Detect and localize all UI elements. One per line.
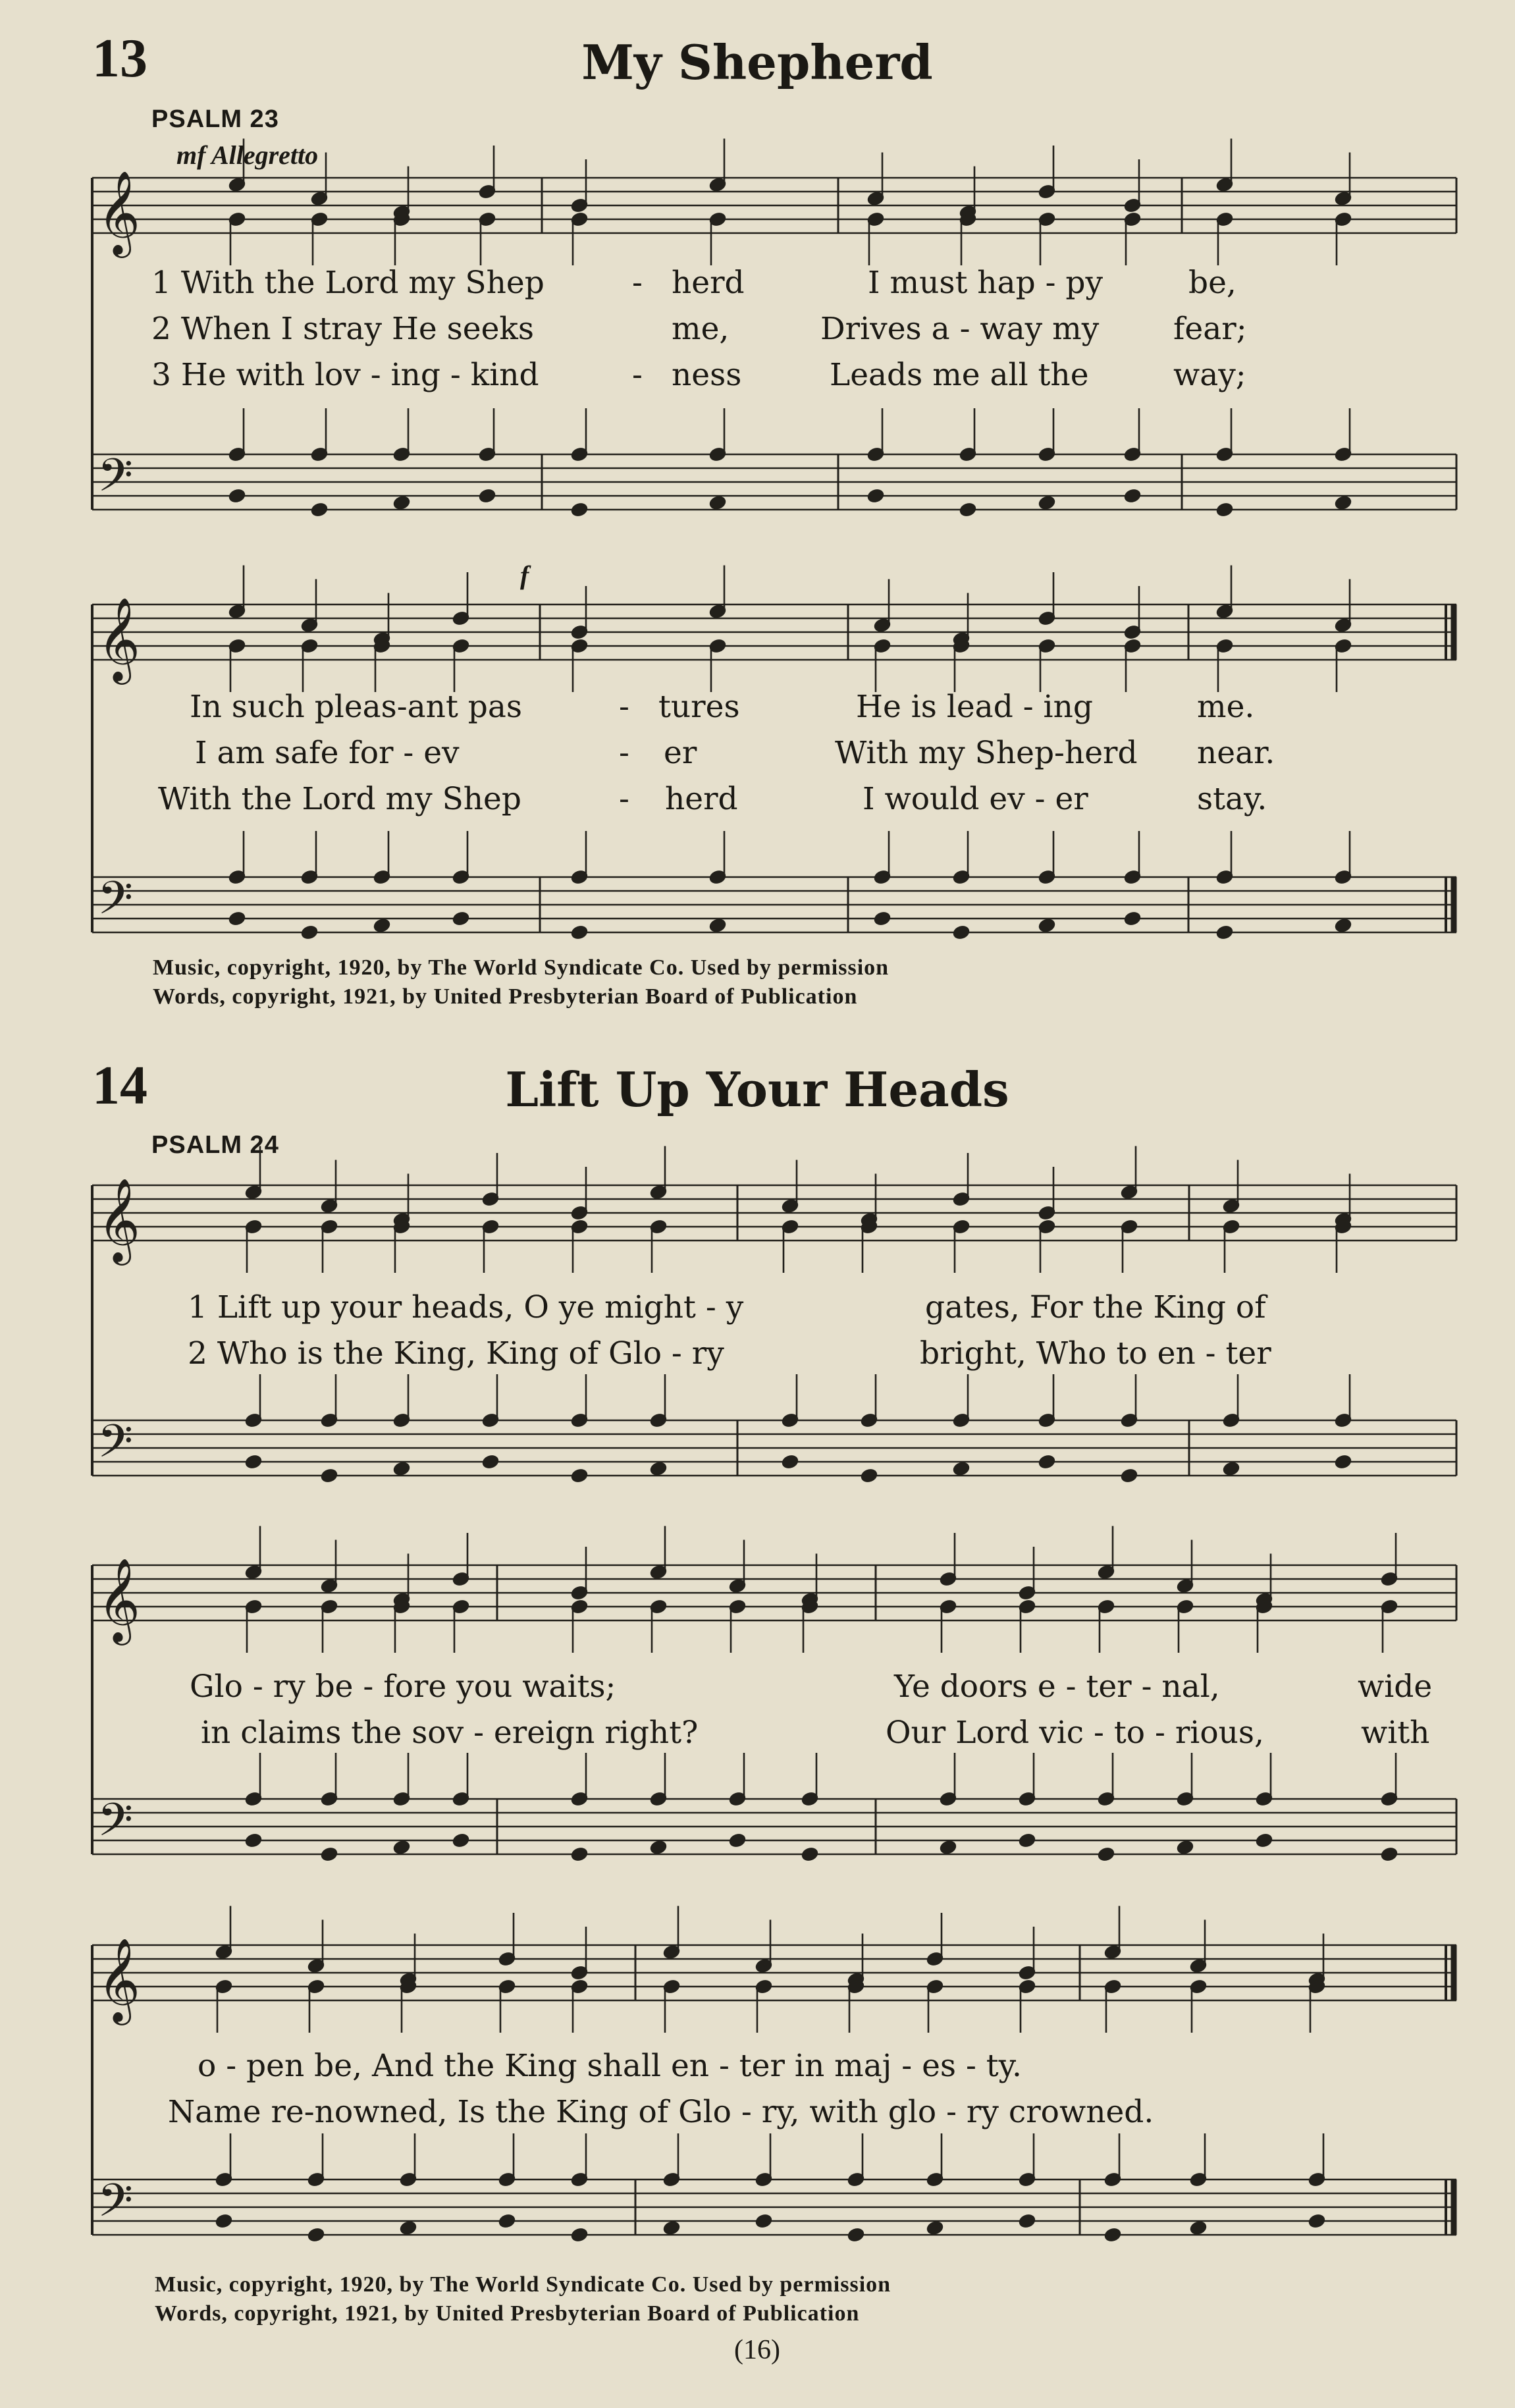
note-head	[940, 1840, 957, 1855]
note-head	[1019, 1833, 1036, 1848]
note-head	[245, 1455, 262, 1470]
note-head	[452, 911, 469, 926]
lyric-line: 2 When I stray He seeks me, Drives a - way my fear;	[151, 311, 1247, 347]
bass-clef: 𝄢	[97, 871, 134, 936]
note-head	[874, 911, 891, 926]
note-head	[650, 1461, 667, 1476]
note-head	[709, 918, 726, 933]
note-head	[479, 489, 496, 504]
note-head	[1190, 2220, 1207, 2235]
note-head	[571, 2228, 588, 2243]
note-head	[1124, 489, 1141, 504]
note-head	[1381, 1847, 1398, 1862]
note-head	[847, 2228, 864, 2243]
note-head	[373, 918, 390, 933]
note-head	[571, 925, 588, 940]
lyric-line: 1 With the Lord my Shep - herd I must hap - py be,	[151, 265, 1236, 301]
note-head	[953, 1461, 970, 1476]
note-head	[400, 2220, 417, 2235]
note-head	[215, 2214, 232, 2229]
treble-clef: 𝄞	[97, 1557, 141, 1642]
note-head	[1121, 1468, 1138, 1484]
note-head	[953, 925, 970, 940]
note-head	[393, 1840, 410, 1855]
note-head	[393, 1461, 410, 1476]
bass-clef: 𝄢	[97, 1793, 134, 1858]
note-head	[1124, 911, 1141, 926]
note-head	[782, 1455, 799, 1470]
note-head	[245, 1833, 262, 1848]
note-head	[321, 1468, 338, 1484]
note-head	[571, 1468, 588, 1484]
note-head	[709, 495, 726, 510]
bass-clef: 𝄢	[97, 1414, 134, 1479]
treble-clef: 𝄞	[97, 597, 141, 681]
note-head	[301, 925, 318, 940]
note-head	[1038, 1455, 1055, 1470]
lyric-line: 2 Who is the King, King of Glo - ry bright, Who to en - ter	[188, 1335, 1271, 1372]
note-head	[861, 1468, 878, 1484]
note-head	[1177, 1840, 1194, 1855]
bass-clef: 𝄢	[97, 448, 134, 513]
note-head	[1216, 925, 1233, 940]
note-head	[729, 1833, 746, 1848]
note-head	[1019, 2214, 1036, 2229]
dynamic-marking: f	[520, 560, 529, 590]
copyright-notice: Music, copyright, 1920, by The World Syndicate Co. Used by permission Words, copyright, 1921, by United Presbyterian Board of Publication	[155, 2272, 891, 2326]
note-head	[571, 502, 588, 518]
note-head	[650, 1840, 667, 1855]
note-head	[1256, 1833, 1273, 1848]
note-head	[801, 1847, 818, 1862]
psalm-reference: PSALM 24	[151, 1131, 279, 1159]
lyric-line: In such pleas-ant pas - tures He is lead - ing me.	[190, 689, 1255, 725]
hymn-title: Lift Up Your Heads	[505, 1061, 1009, 1117]
note-head	[926, 2220, 944, 2235]
copyright-notice: Music, copyright, 1920, by The World Syndicate Co. Used by permission Words, copyright, 1921, by United Presbyterian Board of Publication	[153, 955, 890, 1009]
note-head	[1308, 2214, 1325, 2229]
hymn-title: My Shepherd	[581, 34, 933, 90]
lyric-line: 1 Lift up your heads, O ye might - y gates, For the King of	[188, 1289, 1266, 1325]
note-head	[959, 502, 976, 518]
lyric-line: 3 He with lov - ing - kind - ness Leads me all the way;	[151, 357, 1246, 393]
note-head	[1223, 1461, 1240, 1476]
note-head	[321, 1847, 338, 1862]
note-head	[1038, 918, 1055, 933]
note-head	[1335, 918, 1352, 933]
lyric-line: in claims the sov - ereign right? Our Lord vic - to - rious, with	[201, 1715, 1430, 1751]
note-head	[663, 2220, 680, 2235]
treble-clef: 𝄞	[97, 170, 141, 254]
note-head	[755, 2214, 772, 2229]
note-head	[228, 911, 246, 926]
note-head	[867, 489, 884, 504]
note-head	[1335, 1455, 1352, 1470]
note-head	[393, 495, 410, 510]
lyric-line: Glo - ry be - fore you waits; Ye doors e - ter - nal, wide	[190, 1669, 1433, 1705]
lyric-line: Name re-nowned, Is the King of Glo - ry, with glo - ry crowned.	[168, 2094, 1154, 2130]
hymn-number: 14	[92, 1055, 147, 1116]
note-head	[1335, 495, 1352, 510]
note-head	[1104, 2228, 1121, 2243]
tempo-marking: mf Allegretto	[176, 140, 319, 170]
treble-clef: 𝄞	[97, 1937, 141, 2021]
bass-clef: 𝄢	[97, 2174, 134, 2238]
treble-clef: 𝄞	[97, 1177, 141, 1262]
note-head	[311, 502, 328, 518]
lyric-line: With the Lord my Shep - herd I would ev - er stay.	[158, 781, 1267, 817]
psalm-reference: PSALM 23	[151, 105, 279, 133]
note-head	[498, 2214, 516, 2229]
note-head	[1216, 502, 1233, 518]
note-head	[307, 2228, 325, 2243]
note-head	[228, 489, 246, 504]
note-head	[1098, 1847, 1115, 1862]
note-head	[1038, 495, 1055, 510]
note-head	[571, 1847, 588, 1862]
page-number: (16)	[734, 2335, 780, 2365]
note-head	[452, 1833, 469, 1848]
hymn-number: 13	[92, 28, 147, 89]
note-head	[482, 1455, 499, 1470]
lyric-line: o - pen be, And the King shall en - ter in maj - es - ty.	[198, 2048, 1022, 2084]
